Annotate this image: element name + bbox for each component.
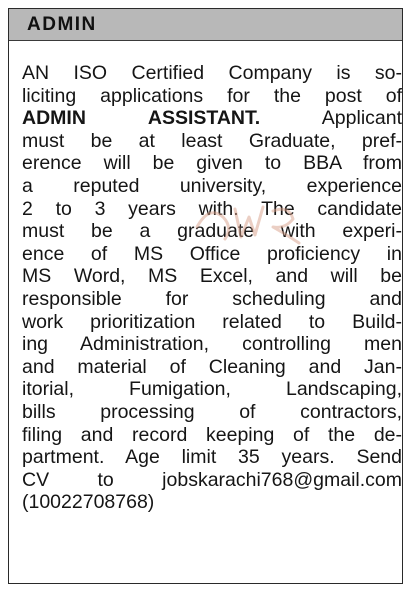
ad-line: partment. Age limit 35 years. Send	[22, 446, 402, 469]
ad-line: 2 to 3 years with. The candidate	[22, 197, 402, 220]
ad-line: must be at least Graduate, pref-	[22, 129, 402, 152]
ad-line: ence of MS Office proficiency in	[22, 242, 402, 265]
ad-line: AN ISO Certified Company is so-	[22, 62, 402, 84]
ad-line: bills processing of contractors,	[22, 400, 402, 423]
ad-category-title: ADMIN	[27, 14, 97, 35]
ad-line: liciting applications for the post of	[22, 84, 402, 107]
ad-line: work prioritization related to Build-	[22, 310, 402, 333]
ad-line: a reputed university, experience	[22, 174, 402, 197]
ad-category-header	[9, 9, 402, 41]
reference-number: (10022708768)	[22, 491, 155, 514]
ad-line: and material of Cleaning and Jan-	[22, 355, 402, 378]
ad-line: filing and record keeping of the de-	[22, 423, 402, 446]
ad-line: MS Word, MS Excel, and will be	[22, 265, 402, 288]
ad-line: erence will be given to BBA from	[22, 152, 402, 175]
ad-line: ing Administration, controlling men	[22, 333, 402, 356]
ad-line: responsible for scheduling and	[22, 287, 402, 310]
ad-line: ADMIN ASSISTANT. Applicant	[22, 107, 403, 130]
ad-line: itorial, Fumigation, Landscaping,	[22, 378, 402, 401]
job-ad	[8, 8, 403, 584]
ad-line: must be a graduate with experi-	[22, 220, 402, 243]
ad-body	[22, 62, 402, 514]
job-title: ADMIN ASSISTANT.	[22, 107, 261, 130]
contact-email-line: CV to jobskarachi768@gmail.com	[22, 468, 402, 491]
